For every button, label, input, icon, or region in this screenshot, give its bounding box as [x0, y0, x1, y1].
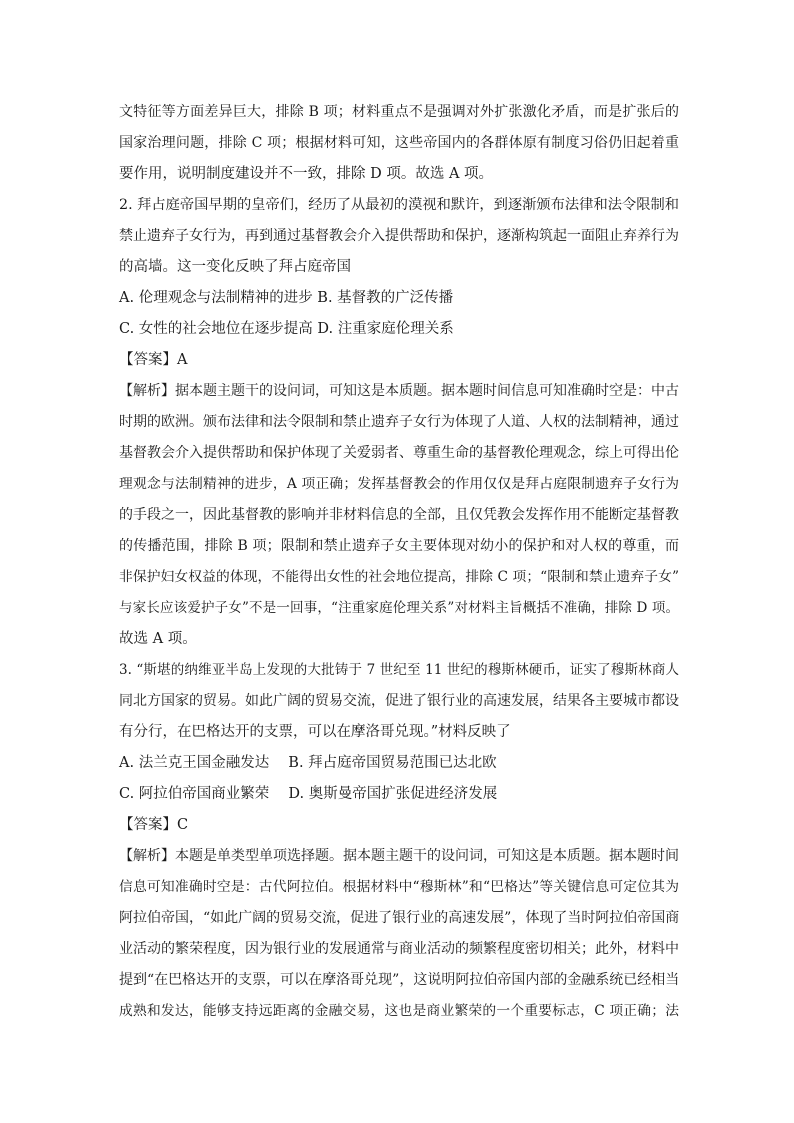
- question-2-options-cd: C. 女性的社会地位在逐步提高 D. 注重家庭伦理关系: [119, 321, 454, 337]
- text-line: 要作用，说明制度建设并不一致，排除 D 项。故选 A 项。: [119, 166, 494, 182]
- answer-label: 【答案】C: [119, 817, 189, 833]
- analysis-line: 【解析】据本题主题干的设问词，可知这是本质题。据本题时间信息可知准确时空是：中古: [119, 383, 679, 399]
- analysis-line: 【解析】本题是单类型单项选择题。据本题主题干的设问词，可知这是本质题。据本题时间: [119, 848, 679, 864]
- question-2-line: 2. 拜占庭帝国早期的皇帝们，经历了从最初的漠视和默许，到逐渐颁布法律和法令限制和: [119, 197, 679, 213]
- analysis-line: 提到“在巴格达开的支票，可以在摩洛哥兑现”，这说明阿拉伯帝国内部的金融系统已经相当: [119, 972, 680, 988]
- text-line: 国家治理问题，排除 C 项；根据材料可知，这些帝国内的各群体原有制度习俗仍旧起着重: [119, 135, 679, 151]
- question-2-line: 的高墙。这一变化反映了拜占庭帝国: [119, 259, 351, 275]
- analysis-line: 信息可知准确时空是：古代阿拉伯。根据材料中“穆斯林”和“巴格达”等关键信息可定位其为: [119, 879, 679, 895]
- analysis-line: 业活动的繁荣程度，因为银行业的发展通常与商业活动的频繁程度密切相关；此外，材料中: [119, 941, 679, 957]
- question-3-options-cd: C. 阿拉伯帝国商业繁荣 D. 奥斯曼帝国扩张促进经济发展: [119, 786, 498, 802]
- question-3-line: 同北方国家的贸易。如此广阔的贸易交流，促进了银行业的高速发展，结果各主要城市都设: [119, 693, 679, 709]
- text-line: 文特征等方面差异巨大，排除 B 项；材料重点不是强调对外扩张激化矛盾，而是扩张后的: [119, 104, 679, 120]
- analysis-line: 理观念与法制精神的进步，A 项正确；发挥基督教会的作用仅仅是拜占庭限制遗弃子女行为: [119, 476, 679, 492]
- analysis-line: 非保护妇女权益的体现，不能得出女性的社会地位提高，排除 C 项；“限制和禁止遗弃子女”: [119, 569, 679, 585]
- question-3-line: 3. “斯堪的纳维亚半岛上发现的大批铸于 7 世纪至 11 世纪的穆斯林硬币，证实了穆斯林商人: [119, 662, 679, 678]
- question-3-line: 有分行，在巴格达开的支票，可以在摩洛哥兑现。”材料反映了: [119, 724, 511, 740]
- answer-label: 【答案】A: [119, 352, 188, 368]
- question-2-line: 禁止遗弃子女行为，再到通过基督教会介入提供帮助和保护，逐渐构筑起一面阻止弃养行为: [119, 228, 679, 244]
- analysis-line: 基督教会介入提供帮助和保护体现了关爱弱者、尊重生命的基督教伦理观念，综上可得出伦: [119, 445, 679, 461]
- question-2-options-ab: A. 伦理观念与法制精神的进步 B. 基督教的广泛传播: [119, 290, 454, 306]
- analysis-line: 的传播范围，排除 B 项；限制和禁止遗弃子女主要体现对幼小的保护和对人权的尊重，而: [119, 538, 679, 554]
- analysis-line: 阿拉伯帝国，“如此广阔的贸易交流，促进了银行业的高速发展”，体现了当时阿拉伯帝国商: [119, 910, 680, 926]
- question-3-options-ab: A. 法兰克王国金融发达 B. 拜占庭帝国贸易范围已达北欧: [119, 755, 497, 771]
- analysis-line: 故选 A 项。: [119, 631, 197, 647]
- analysis-line: 的手段之一，因此基督教的影响并非材料信息的全部，且仅凭教会发挥作用不能断定基督教: [119, 507, 679, 523]
- analysis-line: 成熟和发达，能够支持远距离的金融交易，这也是商业繁荣的一个重要标志，C 项正确；法: [119, 1003, 679, 1019]
- analysis-line: 与家长应该爱护子女”不是一回事，“注重家庭伦理关系”对材料主旨概括不准确，排除 D 项。: [119, 600, 679, 616]
- analysis-line: 时期的欧洲。颁布法律和法令限制和禁止遗弃子女行为体现了人道、人权的法制精神，通过: [119, 414, 679, 430]
